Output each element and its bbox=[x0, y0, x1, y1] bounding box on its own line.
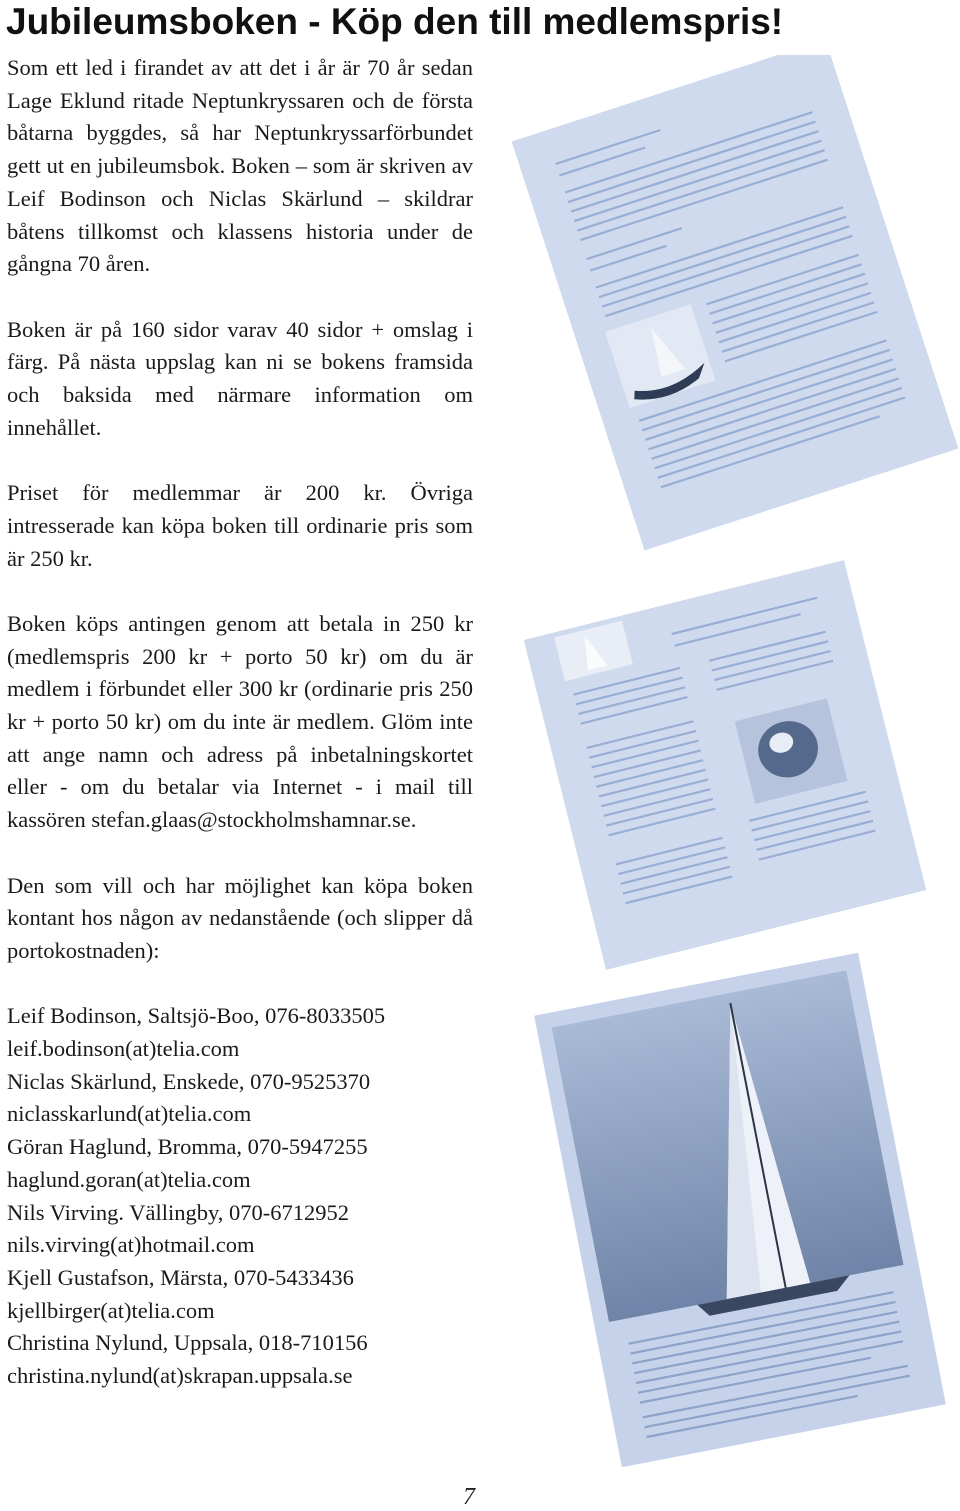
contact-list bbox=[7, 1000, 473, 1392]
paragraph-cash-purchase: Den som vill och har möjlighet kan köpa boken kontant hos någon av nedanstående (och slipper då portokostnaden): bbox=[7, 872, 473, 963]
paragraph-book-size: Boken är på 160 sidor varav 40 sidor + omslag i färg. På nästa uppslag kan ni se bokens framsida och baksida med närmare information om innehållet. bbox=[7, 316, 473, 440]
contact-name: Christina Nylund, Uppsala, 018-710156 bbox=[7, 1330, 368, 1356]
article-body bbox=[7, 52, 473, 1393]
book-page-preview-2 bbox=[524, 560, 926, 970]
contact-name: Niclas Skärlund, Enskede, 070-9525370 bbox=[7, 1068, 371, 1094]
contact-email: kjellbirger(at)telia.com bbox=[7, 1297, 215, 1323]
book-cover-photo bbox=[534, 953, 946, 1468]
contact-name: Kjell Gustafson, Märsta, 070-5433436 bbox=[7, 1264, 354, 1290]
paragraph-intro: Som ett led i firandet av att det i år är 70 år sedan Lage Eklund ritade Neptunkryssaren och de första båtarna byggdes, så har Neptunkryssarförbundet gett ut en jubileumsbok. Boken – som är skriven av Leif Bodinson och Niclas Skärlund – skildrar båtens tillkomst och klassens historia under de gångna 70 åren. bbox=[7, 55, 473, 277]
contact-email: niclasskarlund(at)telia.com bbox=[7, 1101, 252, 1127]
paragraph-payment: Boken köps antingen genom att betala in 250 kr (medlemspris 200 kr + porto 50 kr) om du är medlem i förbundet eller 300 kr (ordinarie pris 250 kr + porto 50 kr) om du inte är medlem. Glöm inte att ange namn och adress på inbetalningskortet eller - om du betalar via Internet - i mail till kassören stefan.glaas@stockholmshamnar.se. bbox=[7, 610, 473, 833]
paragraph-price: Priset för medlemmar är 200 kr. Övriga intresserade kan köpa boken till ordinarie pris som är 250 kr. bbox=[7, 480, 473, 571]
page-title: Jubileumsboken - Köp den till medlemspris! bbox=[6, 1, 784, 42]
page-number: 7 bbox=[463, 1484, 475, 1510]
contact-name: Göran Haglund, Bromma, 070-5947255 bbox=[7, 1134, 368, 1160]
contact-email: haglund.goran(at)telia.com bbox=[7, 1166, 251, 1192]
contact-name: Leif Bodinson, Saltsjö-Boo, 076-8033505 bbox=[7, 1003, 386, 1029]
contact-email: leif.bodinson(at)telia.com bbox=[7, 1036, 240, 1062]
book-page-preview-1 bbox=[512, 55, 959, 550]
contact-email: nils.virving(at)hotmail.com bbox=[7, 1232, 255, 1258]
contact-name: Nils Virving. Vällingby, 070-6712952 bbox=[7, 1199, 349, 1225]
book-pages-illustration bbox=[500, 55, 960, 1475]
contact-email: christina.nylund(at)skrapan.uppsala.se bbox=[7, 1363, 353, 1389]
